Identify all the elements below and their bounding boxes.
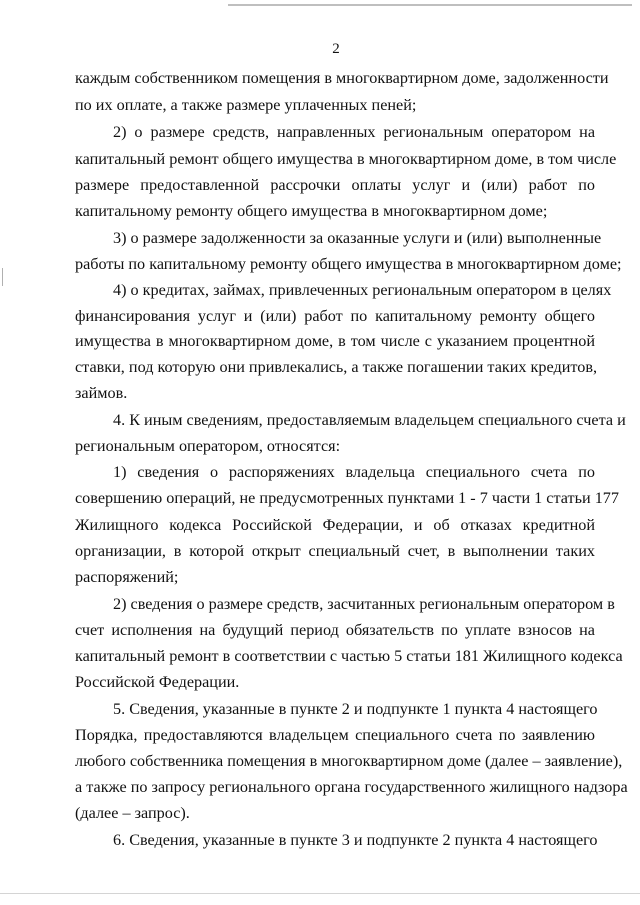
scan-edge-top <box>228 4 632 6</box>
text-line: каждым собственником помещения в многоквартирном доме, задолженности <box>75 69 609 87</box>
text-line: 2) сведения о размере средств, засчитанных региональным оператором в <box>113 595 615 613</box>
text-line: 4) о кредитах, займах, привлеченных региональным оператором в целях <box>113 281 612 299</box>
text-line: 1) сведения о распоряжениях владельца специального счета по <box>113 463 595 481</box>
text-line: капитальному ремонту общего имущества в многоквартирном доме; <box>75 202 548 220</box>
text-line: 5. Сведения, указанные в пункте 2 и подпункте 1 пункта 4 настоящего <box>113 700 598 718</box>
text-line: совершению операций, не предусмотренных пунктами 1 - 7 части 1 статьи 177 <box>75 489 619 507</box>
text-line: по их оплате, а также размере уплаченных пеней; <box>75 96 417 114</box>
text-line: (далее – запрос). <box>75 804 190 822</box>
text-line: а также по запросу регионального органа государственного жилищного надзора <box>75 778 628 796</box>
text-line: 4. К иным сведениям, предоставляемым владельцем специального счета и <box>113 411 626 429</box>
text-line: счет исполнения на будущий период обязательств по уплате взносов на <box>75 621 595 639</box>
text-line: ставки, под которую они привлекались, а также погашении таких кредитов, <box>75 358 598 376</box>
text-line: работы по капитальному ремонту общего имущества в многоквартирном доме; <box>75 255 622 273</box>
text-line: Порядка, предоставляются владельцем специального счета по заявлению <box>75 726 595 744</box>
text-line: распоряжений; <box>75 568 179 586</box>
text-line: 6. Сведения, указанные в пункте 3 и подпункте 2 пункта 4 настоящего <box>113 831 598 849</box>
page-number: 2 <box>332 41 340 57</box>
text-line: 2) о размере средств, направленных региональным оператором на <box>113 123 595 141</box>
text-line: размере предоставленной рассрочки оплаты услуг и (или) работ по <box>75 176 595 194</box>
text-line: Российской Федерации. <box>75 673 240 691</box>
text-line: организации, в которой открыт специальный счет, в выполнении таких <box>75 542 595 560</box>
text-line: займов. <box>75 384 128 402</box>
scan-edge-left <box>2 268 3 286</box>
text-line: капитальный ремонт общего имущества в многоквартирном доме, в том числе <box>75 150 617 168</box>
text-line: региональным оператором, относятся: <box>75 437 341 455</box>
text-line: 3) о размере задолженности за оказанные услуги и (или) выполненные <box>113 229 602 247</box>
text-line: любого собственника помещения в многоквартирном доме (далее – заявление), <box>75 752 623 770</box>
text-line: финансирования услуг и (или) работ по капитальному ремонту общего <box>75 307 595 325</box>
text-line: капитальный ремонт в соответствии с частью 5 статьи 181 Жилищного кодекса <box>75 647 623 665</box>
text-line: Жилищного кодекса Российской Федерации, и об отказах кредитной <box>75 516 595 534</box>
text-line: имущества в многоквартирном доме, в том числе с указанием процентной <box>75 332 595 350</box>
scan-edge-bottom <box>0 893 640 894</box>
